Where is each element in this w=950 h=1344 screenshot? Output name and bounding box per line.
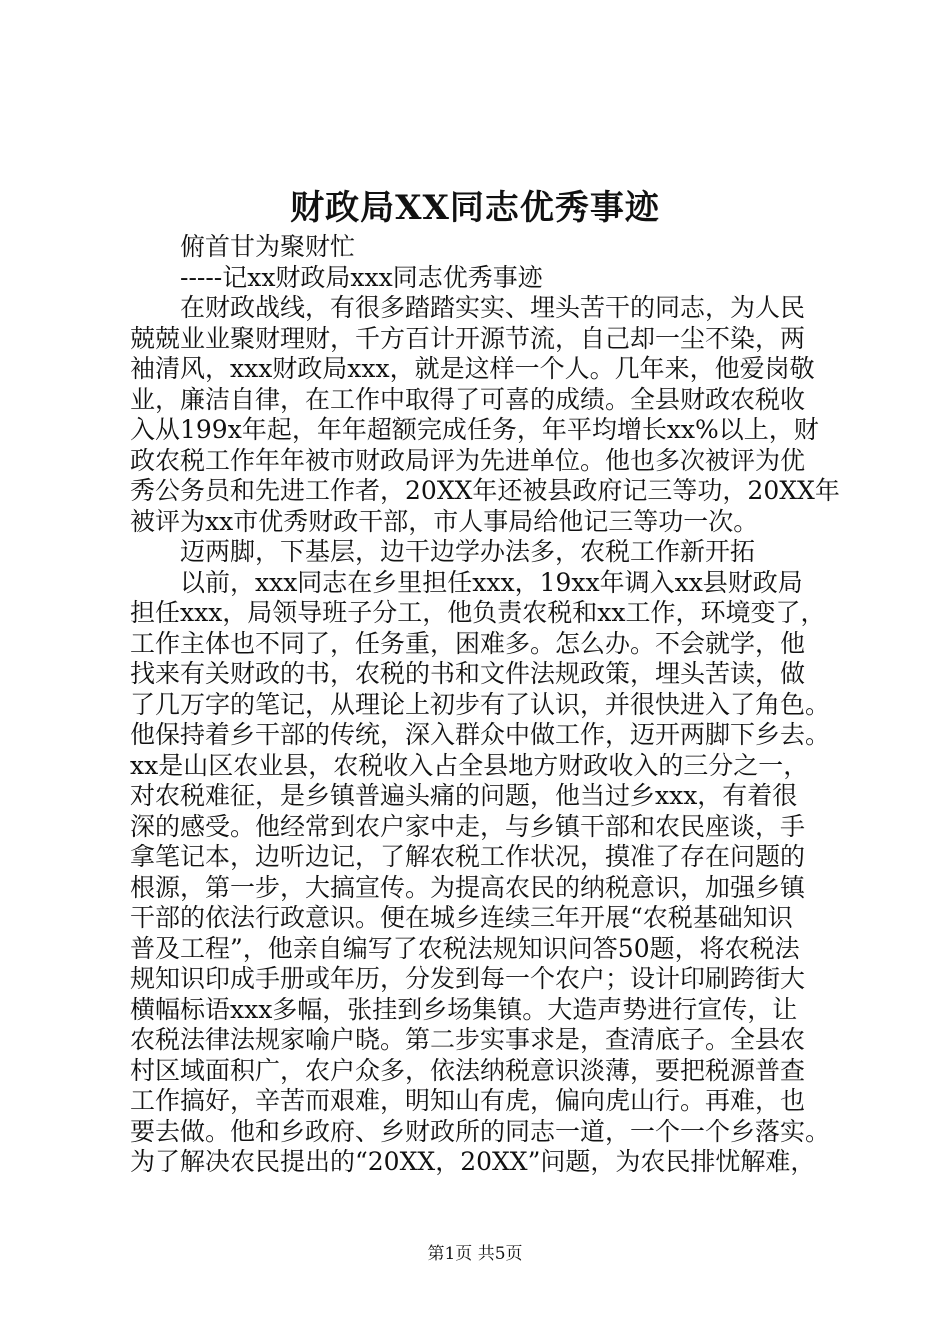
paragraph-line: 根源，第一步，大搞宣传。为提高农民的纳税意识，加强乡镇 [130, 872, 806, 902]
paragraph-line: 在财政战线，有很多踏踏实实、埋头苦干的同志，为人民 [180, 293, 806, 322]
section-heading-line: 迈两脚，下基层，边干边学办法多，农税工作新开拓 [180, 537, 756, 566]
paragraph-line: 为了解决农民提出的“20XX，20XX”问题，为农民排忧解难， [130, 1147, 816, 1176]
paragraph-line: 要去做。他和乡政府、乡财政所的同志一道，一个一个乡落实。 [130, 1116, 831, 1146]
paragraph-line: 普及工程”，他亲自编写了农税法规知识问答50题，将农税法 [130, 933, 800, 963]
paragraph-line: 以前，xxx同志在乡里担任xxx，19xx年调入xx县财政局 [180, 567, 803, 597]
paragraph-line: 农税法律法规家喻户晓。第二步实事求是，查清底子。全县农 [130, 1025, 806, 1054]
paragraph-line: 找来有关财政的书，农税的书和文件法规政策，埋头苦读，做 [130, 659, 806, 688]
paragraph-line: 对农税难征，是乡镇普遍头痛的问题，他当过乡xxx，有着很 [130, 781, 798, 810]
paragraph-line: 深的感受。他经常到农户家中走，与乡镇干部和农民座谈，手 [130, 811, 806, 841]
subtitle-line: 俯首甘为聚财忙 [180, 232, 356, 261]
paragraph-line: 兢兢业业聚财理财，千方百计开源节流，自己却一尘不染，两 [130, 323, 806, 353]
paragraph-line: 袖清风，xxx财政局xxx，就是这样一个人。几年来，他爱岗敬 [130, 354, 815, 383]
paragraph-line: 干部的依法行政意识。便在城乡连续三年开展“农税基础知识 [130, 903, 793, 932]
document-body [130, 232, 840, 1178]
paragraph-line: 被评为xx市优秀财政干部，市人事局给他记三等功一次。 [130, 506, 759, 536]
paragraph-line: 他保持着乡干部的传统，深入群众中做工作，迈开两脚下乡去。 [130, 720, 831, 749]
paragraph-line: 入从199x年起，年年超额完成任务，年平均增长xx%以上，财 [130, 415, 819, 444]
paragraph-line: 业，廉洁自律，在工作中取得了可喜的成绩。全县财政农税收 [130, 384, 806, 414]
paragraph-line: 拿笔记本，边听边记，了解农税工作状况，摸准了存在问题的 [130, 842, 806, 871]
page-footer: 第1页 共5页 [427, 1244, 523, 1264]
subtitle-line: -----记xx财政局xxx同志优秀事迹 [180, 262, 543, 292]
paragraph-line: 政农税工作年年被市财政局评为先进单位。他也多次被评为优 [130, 445, 806, 475]
paragraph-line: 村区域面积广，农户众多，依法纳税意识淡薄，要把税源普查 [130, 1055, 806, 1085]
paragraph-line: 担任xxx，局领导班子分工，他负责农税和xx工作，环境变了， [130, 598, 826, 627]
paragraph-line: 工作主体也不同了，任务重，困难多。怎么办。不会就学，他 [130, 628, 806, 658]
paragraph-line: 横幅标语xxx多幅，张挂到乡场集镇。大造声势进行宣传，让 [130, 994, 798, 1024]
paragraph-line: 秀公务员和先进工作者，20XX年还被县政府记三等功，20XX年 [130, 476, 840, 505]
paragraph-line: 规知识印成手册或年历，分发到每一个农户；设计印刷跨街大 [130, 964, 806, 993]
document-title: 财政局XX同志优秀事迹 [290, 188, 660, 228]
paragraph-line: 了几万字的笔记，从理论上初步有了认识，并很快进入了角色。 [130, 689, 831, 719]
paragraph-line: 工作搞好，辛苦而艰难，明知山有虎，偏向虎山行。再难，也 [130, 1086, 806, 1115]
paragraph-line: xx是山区农业县，农税收入占全县地方财政收入的三分之一， [130, 750, 809, 780]
